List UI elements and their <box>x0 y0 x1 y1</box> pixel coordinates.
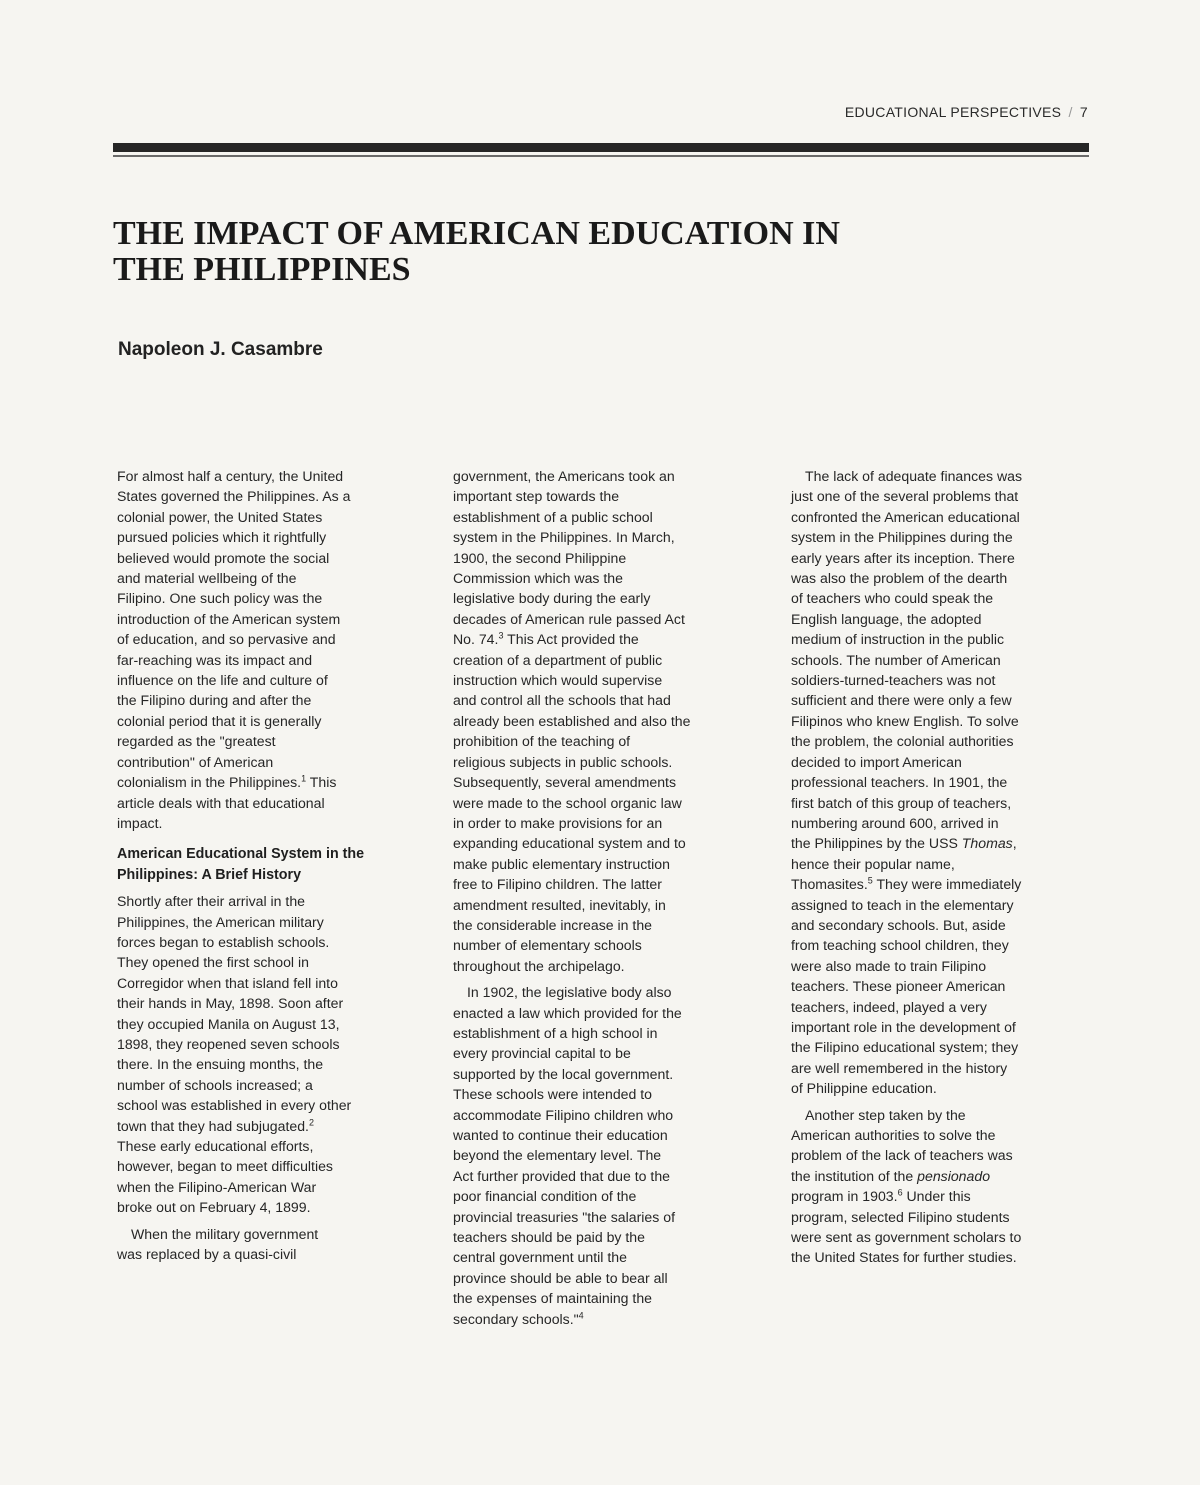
paragraph-text: program in 1903. <box>791 1188 898 1205</box>
running-title: EDUCATIONAL PERSPECTIVES <box>844 104 1062 120</box>
footnote-marker: 4 <box>578 1309 584 1320</box>
footnote-marker: 2 <box>308 1116 314 1127</box>
header-rule-thick <box>113 143 1089 152</box>
paragraph <box>453 982 758 1329</box>
header-rule-thin <box>113 155 1089 157</box>
program-term: pensionado <box>917 1167 991 1184</box>
running-head <box>845 104 1088 120</box>
footnote-marker: 5 <box>867 875 873 886</box>
paragraph-text: This Act provided the creation of a department of public instruction which would supervise and control all the schools that had already been established and also the prohibition of the teaching of religious subjects in public schools. Subsequently, several amendments were made to the school organic law in order to make provisions for an expanding educational system and to make public elementary instruction free to Filipino children. The latter amendment resulted, inevitably, in the considerable increase in the number of elementary schools throughout the archipelago. <box>453 631 691 974</box>
paragraph-text: Another step taken by the American authorities to solve the problem of the lack of teachers was the institution of the <box>791 1106 1013 1184</box>
running-head-separator: / <box>1068 104 1073 120</box>
paragraph <box>117 466 422 833</box>
paragraph-text: This article deals with that educational impact. <box>117 774 337 831</box>
paragraph <box>117 891 422 1218</box>
paragraph-text: Under this program, selected Filipino students were sent as government scholars to the United States for further studies. <box>791 1188 1022 1266</box>
paragraph-text: In 1902, the legislative body also enacted a law which provided for the establishment of a high school in every provincial capital to be supported by the local government. These schools were intended to accommodate Filipino children who wanted to continue their education beyond the elementary level. The Act further provided that due to the poor financial condition of the provincial treasuries "the salaries of teachers should be paid by the central government until the province should be able to bear all the expenses of maintaining the secondary schools." <box>453 984 682 1327</box>
paragraph <box>791 1105 1096 1268</box>
paragraph-text: For almost half a century, the United States governed the Philippines. As a colonial power, the United States pursued policies which it rightfully believed would promote the social and material wellbeing of the Filipino. One such policy was the introduction of the American system of education, and so pervasive and far-reaching was its impact and influence on the life and culture of the Filipino during and after the colonial period that it is generally regarded as the "greatest contribution" of American colonialism in the Philippines. <box>117 468 351 791</box>
paragraph <box>453 466 758 976</box>
paragraph-text: government, the Americans took an important step towards the establishment of a public school system in the Philippines. In March, 1900, the second Philippine Commission which was the legislative body during the early decades of American rule passed Act No. 74. <box>453 468 685 648</box>
footnote-marker: 6 <box>897 1187 903 1198</box>
paragraph <box>791 466 1096 1099</box>
text-column-2 <box>453 466 758 1329</box>
text-column-1 <box>117 466 422 1264</box>
text-column-3 <box>791 466 1096 1268</box>
paragraph-text: The lack of adequate finances was just one of the several problems that confronted the American educational system in the Philippines during the early years after its inception. There was also the problem of the dearth of teachers who could speak the English language, the adopted medium of instruction in the public schools. The number of American soldiers-turned-teachers was not sufficient and there were only a few Filipinos who knew English. To solve the problem, the colonial authorities decided to import American professional teachers. In 1901, the first batch of this group of teachers, numbering around 600, arrived in the Philippines by the USS <box>791 468 1023 852</box>
ship-name: Thomas <box>961 835 1013 852</box>
article-author: Napoleon J. Casambre <box>118 339 323 360</box>
page-number: 7 <box>1079 104 1088 120</box>
footnote-marker: 1 <box>301 773 307 784</box>
paragraph-text: , hence their popular name, Thomasites. <box>791 835 1017 893</box>
paragraph: When the military government was replaced by a quasi-civil <box>117 1225 319 1263</box>
section-heading: American Educational System in the Philippines: A Brief History <box>117 846 365 883</box>
footnote-marker: 3 <box>498 630 504 641</box>
paragraph-text: Shortly after their arrival in the Philippines, the American military forces began to establish schools. They opened the first school in Corregidor when that island fell into their hands in May, 1898. Soon after they occupied Manila on August 13, 1898, they reopened seven schools there. In the ensuing months, the number of schools increased; a school was established in every other town that they had subjugated. <box>117 893 352 1134</box>
article-title: THE IMPACT OF AMERICAN EDUCATION IN THE PHILIPPINES <box>113 215 840 288</box>
paragraph-text: These early educational efforts, however, began to meet difficulties when the Filipino-American War broke out on February 4, 1899. <box>117 1138 333 1216</box>
paragraph-text: They were immediately assigned to teach in the elementary and secondary schools. But, aside from teaching school children, they were also made to train Filipino teachers. These pioneer American teachers, indeed, played a very important role in the development of the Filipino educational system; they are well remembered in the history of Philippine education. <box>791 876 1022 1097</box>
